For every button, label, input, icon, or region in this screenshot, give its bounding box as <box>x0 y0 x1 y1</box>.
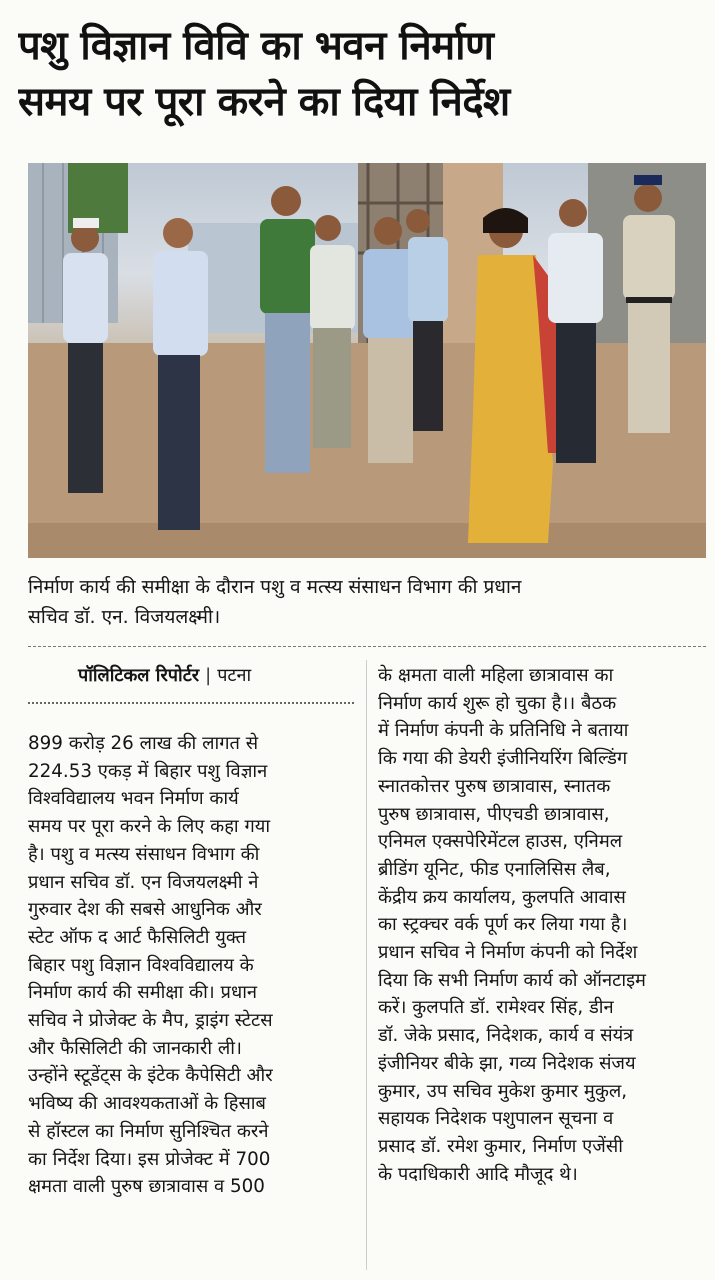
text-line: इंजीनियर बीके झा, गव्य निदेशक संजय <box>378 1052 636 1074</box>
headline-line-1: पशु विज्ञान विवि का भवन निर्माण <box>18 23 494 69</box>
byline-city: पटना <box>217 665 252 686</box>
text-line: 224.53 एकड़ में बिहार पशु विज्ञान <box>28 760 268 782</box>
text-line: स्टेट ऑफ द आर्ट फैसिलिटी युक्त <box>28 926 247 948</box>
caption-line-2: सचिव डॉ. एन. विजयलक्ष्मी। <box>28 606 221 628</box>
text-line: प्रधान सचिव ने निर्माण कंपनी को निर्देश <box>378 942 638 964</box>
byline-underline <box>28 702 354 704</box>
text-line: बिहार पशु विज्ञान विश्वविद्यालय के <box>28 954 254 976</box>
text-line: क्षमता वाली पुरुष छात्रावास व 500 <box>28 1176 265 1198</box>
text-line: में निर्माण कंपनी के प्रतिनिधि ने बताया <box>378 720 629 742</box>
person-8 <box>548 199 603 463</box>
text-line: कि गया की डेयरी इंजीनियरिंग बिल्डिंग <box>378 748 628 770</box>
text-line: के पदाधिकारी आदि मौजूद थे। <box>378 1163 578 1185</box>
byline-reporter: पॉलिटिकल रिपोर्टर <box>78 665 200 686</box>
headline-line-2: समय पर पूरा करने का दिया निर्देश <box>18 79 510 125</box>
headline <box>18 18 697 130</box>
text-line: का निर्देश दिया। इस प्रोजेक्ट में 700 <box>28 1148 271 1170</box>
text-line: प्रसाद डॉ. रमेश कुमार, निर्माण एजेंसी <box>378 1135 623 1157</box>
text-line: सहायक निदेशक पशुपालन सूचना व <box>378 1108 614 1130</box>
text-line: केंद्रीय क्रय कार्यालय, कुलपति आवास <box>378 886 626 908</box>
news-photo <box>28 163 706 558</box>
text-line: स्नातकोत्तर पुरुष छात्रावास, स्नातक <box>378 775 611 797</box>
text-line: दिया कि सभी निर्माण कार्य को ऑनटाइम <box>378 969 646 991</box>
text-line: निर्माण कार्य शुरू हो चुका है।। बैठक <box>378 692 617 714</box>
person-2 <box>153 218 208 530</box>
text-line: समय पर पूरा करने के लिए कहा गया <box>28 816 271 838</box>
text-line: का स्ट्रक्चर वर्क पूर्ण कर लिया गया है। <box>378 914 628 936</box>
text-line: डॉ. जेके प्रसाद, निदेशक, कार्य व संयंत्र <box>378 1025 634 1047</box>
text-line: के क्षमता वाली महिला छात्रावास का <box>378 665 614 686</box>
caption-separator <box>28 646 706 647</box>
text-line: विश्वविद्यालय भवन निर्माण कार्य <box>28 788 239 810</box>
text-line: प्रधान सचिव डॉ. एन विजयलक्ष्मी ने <box>28 871 259 893</box>
byline <box>78 663 251 687</box>
article-column-right <box>378 662 708 1188</box>
text-line: सचिव ने प्रोजेक्ट के मैप, ड्राइंग स्टेटस <box>28 1010 273 1032</box>
caption-line-1: निर्माण कार्य की समीक्षा के दौरान पशु व मत्स्य संसाधन विभाग की प्रधान <box>28 576 522 598</box>
text-line: 899 करोड़ 26 लाख की लागत से <box>28 733 259 754</box>
person-3 <box>260 186 315 473</box>
text-line: भविष्य की आवश्यकताओं के हिसाब <box>28 1093 266 1115</box>
text-line: कुमार, उप सचिव मुकेश कुमार मुकुल, <box>378 1080 628 1102</box>
person-1 <box>63 218 108 493</box>
text-line: और फैसिलिटी की जानकारी ली। <box>28 1037 242 1059</box>
text-line: एनिमल एक्सपेरिमेंटल हाउस, एनिमल <box>378 831 623 853</box>
column-divider <box>366 660 367 1270</box>
text-line: से हॉस्टल का निर्माण सुनिश्चित करने <box>28 1120 269 1142</box>
construction-site-illustration <box>28 163 706 558</box>
text-line: निर्माण कार्य की समीक्षा की। प्रधान <box>28 982 258 1004</box>
person-4 <box>310 215 355 448</box>
text-line: है। पशु व मत्स्य संसाधन विभाग की <box>28 843 260 865</box>
text-line: पुरुष छात्रावास, पीएचडी छात्रावास, <box>378 803 610 825</box>
text-line: गुरुवार देश की सबसे आधुनिक और <box>28 899 262 921</box>
photo-caption <box>28 572 698 632</box>
text-line: उन्होंने स्टूडेंट्स के इंटेक कैपेसिटी और <box>28 1065 273 1087</box>
foreground-soil <box>28 523 706 558</box>
article-column-left <box>28 730 354 1201</box>
text-line: करें। कुलपति डॉ. रामेश्वर सिंह, डीन <box>378 997 614 1019</box>
text-line: ब्रीडिंग यूनिट, फीड एनालिसिस लैब, <box>378 858 611 880</box>
byline-separator: | <box>205 665 212 686</box>
